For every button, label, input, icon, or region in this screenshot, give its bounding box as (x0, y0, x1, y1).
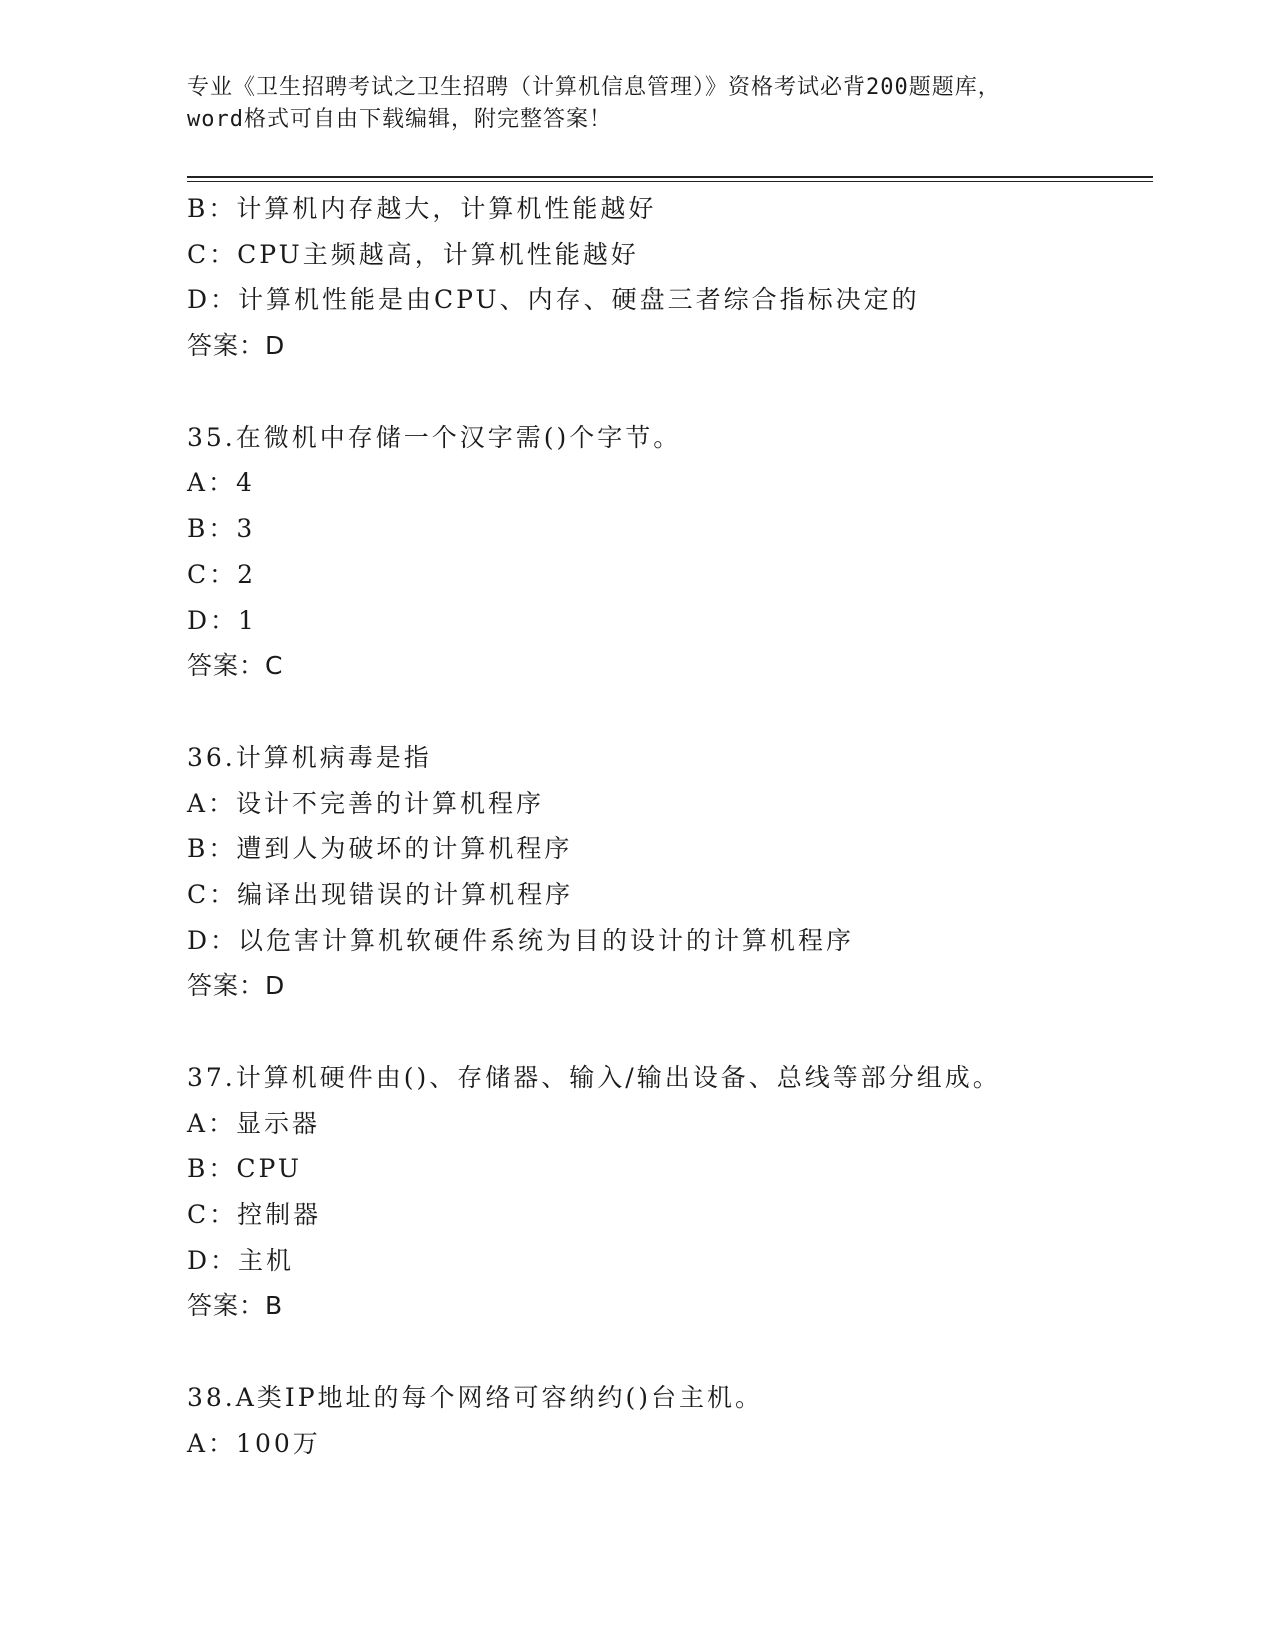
option-c: C：编译出现错误的计算机程序 (187, 879, 574, 909)
header-divider-thick (187, 176, 1153, 178)
header-divider-thin (187, 181, 1153, 182)
option-b: B：CPU (187, 1154, 302, 1184)
option-d: D：1 (187, 605, 257, 635)
spacer (187, 1329, 1147, 1375)
spacer (187, 1009, 1147, 1055)
option-b: B：计算机内存越大，计算机性能越好 (187, 194, 657, 223)
option-b: B：3 (187, 514, 256, 544)
document-header (187, 72, 1067, 136)
question-list (187, 186, 1147, 1467)
option-d: D：以危害计算机软硬件系统为目的设计的计算机程序 (187, 925, 855, 955)
option-b: B：遭到人为破坏的计算机程序 (187, 834, 573, 864)
question-stem: 38.A类IP地址的每个网络可容纳约()台主机。 (187, 1383, 764, 1413)
spacer (187, 369, 1147, 415)
option-c: C：2 (187, 559, 257, 589)
option-d: D：计算机性能是由CPU、内存、硬盘三者综合指标决定的 (187, 285, 920, 315)
option-a: A：4 (187, 468, 255, 498)
question-38 (187, 1375, 1147, 1466)
option-a: A：设计不完善的计算机程序 (187, 788, 545, 818)
question-37 (187, 1055, 1147, 1329)
question-stem: 37.计算机硬件由()、存储器、输入/输出设备、总线等部分组成。 (187, 1063, 1001, 1092)
option-c: C：CPU主频越高，计算机性能越好 (187, 239, 639, 269)
spacer (187, 689, 1147, 735)
answer-line: 答案：B (187, 1291, 284, 1321)
answer-line: 答案：D (187, 971, 286, 1001)
option-c: C：控制器 (187, 1200, 322, 1230)
option-a: A：显示器 (187, 1108, 321, 1138)
question-stem: 35.在微机中存储一个汉字需()个字节。 (187, 422, 682, 452)
header-title-line-2: word格式可自由下载编辑，附完整答案！ (187, 107, 612, 132)
option-d: D：主机 (187, 1245, 295, 1275)
question-34-continued (187, 186, 1147, 369)
question-35 (187, 415, 1147, 689)
answer-line: 答案：C (187, 651, 284, 681)
option-a: A：100万 (187, 1428, 321, 1458)
header-title-line-1: 专业《卫生招聘考试之卫生招聘（计算机信息管理）》资格考试必背200题题库， (187, 75, 1001, 100)
question-36 (187, 735, 1147, 1009)
question-stem: 36.计算机病毒是指 (187, 742, 432, 772)
answer-line: 答案：D (187, 331, 286, 361)
